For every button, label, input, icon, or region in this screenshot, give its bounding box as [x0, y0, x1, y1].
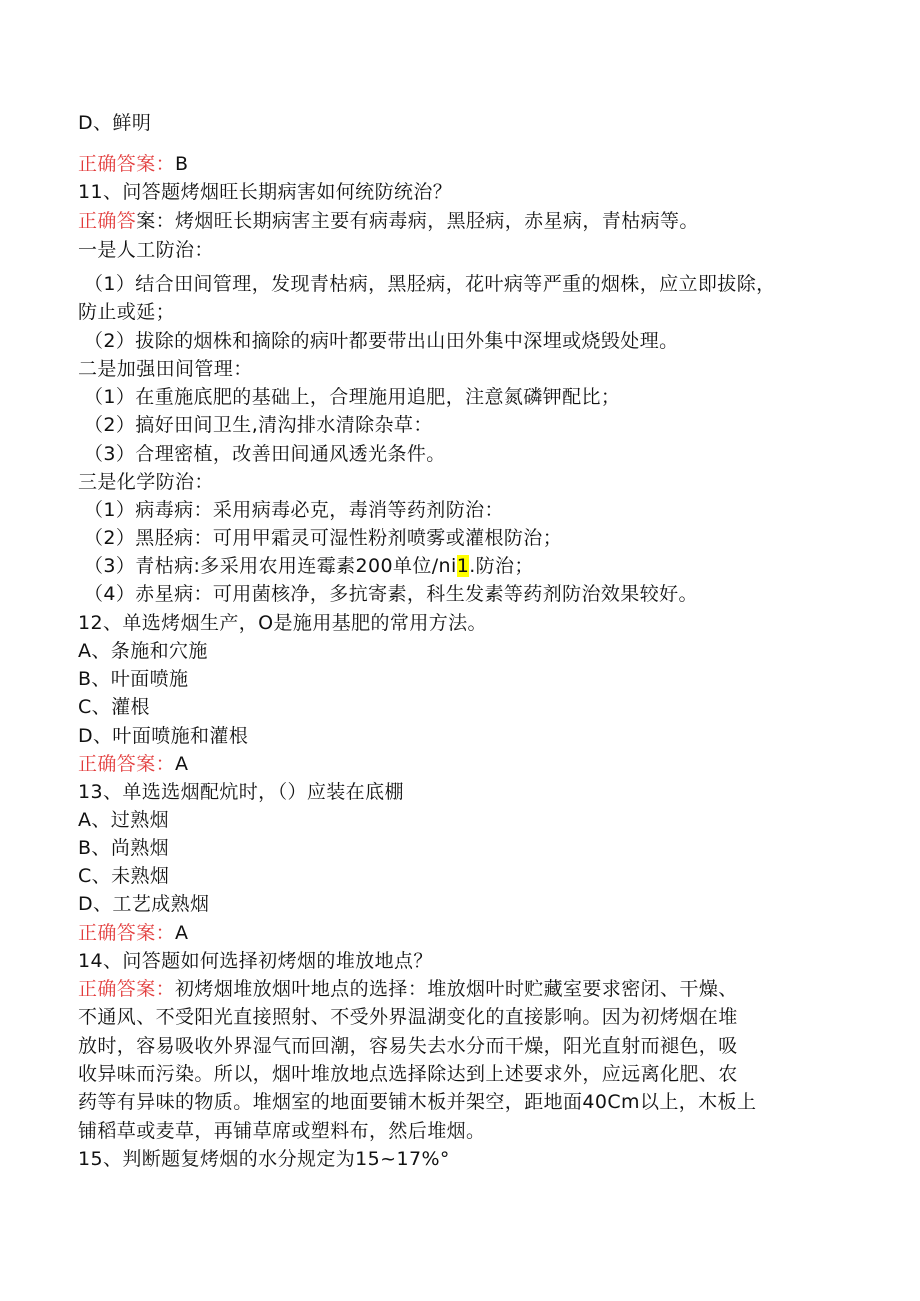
body-line: （2）黑胫病：可用甲霜灵可湿性粉剂喷雾或灌根防治； — [84, 527, 563, 549]
highlighted-text: 1 — [456, 555, 470, 577]
body-line: （3）青枯病:多采用农用连霉素200单位/ni1.防治； — [84, 555, 534, 577]
body-line: （1）结合田间管理，发现青枯病，黑胫病，花叶病等严重的烟株，应立即拔除， — [84, 273, 776, 295]
option-b: B、叶面喷施 — [78, 668, 189, 690]
option-d: D、工艺成熟烟 — [78, 893, 210, 915]
answer-label: 正确答案： — [78, 978, 176, 1000]
answer-label: 正确答案： — [78, 153, 176, 175]
body-line: 不通风、不受阳光直接照射、不受外界温湖变化的直接影响。因为初烤烟在堆 — [78, 1006, 738, 1028]
answer-label: 正确答 — [78, 210, 137, 232]
option-d: D、鲜明 — [78, 112, 152, 134]
question-14: 14、问答题如何选择初烤烟的堆放地点？ — [78, 950, 433, 972]
section-heading: 二是加强田间管理： — [78, 358, 253, 380]
question-15: 15、判断题复烤烟的水分规定为15~17%° — [78, 1148, 450, 1170]
answer-line: 正确答案：A — [78, 753, 189, 775]
body-line: 放时，容易吸收外界湿气而回潮，容易失去水分而干燥，阳光直射而褪色，吸 — [78, 1035, 738, 1057]
option-d: D、叶面喷施和灌根 — [78, 725, 249, 747]
body-line: 药等有异味的物质。堆烟室的地面要铺木板并架空，距地面40Cm以上，木板上 — [78, 1091, 757, 1113]
body-line: （2）拔除的烟株和摘除的病叶都要带出山田外集中深埋或烧毁处理。 — [84, 330, 679, 352]
body-line: （1）在重施底肥的基础上，合理施用追肥，注意氮磷钾配比； — [84, 386, 621, 408]
option-a: A、过熟烟 — [78, 809, 169, 831]
option-b: B、尚熟烟 — [78, 837, 170, 859]
answer-label: 正确答案： — [78, 922, 176, 944]
body-line: （3）合理密植，改善田间通风透光条件。 — [84, 443, 446, 465]
question-13: 13、单选选烟配炕时，（）应装在底棚 — [78, 781, 404, 803]
body-line: 收异味而污染。所以，烟叶堆放地点选择除达到上述要求外，应远离化肥、农 — [78, 1063, 738, 1085]
answer-label: 正确答案： — [78, 753, 176, 775]
option-c: C、未熟烟 — [78, 865, 170, 887]
body-line: 防止或延； — [78, 301, 176, 323]
option-a: A、条施和穴施 — [78, 640, 208, 662]
answer-line: 正确答案：初烤烟堆放烟叶地点的选择：堆放烟叶时贮藏室要求密闭、干燥、 — [78, 978, 738, 1000]
option-c: C、灌根 — [78, 696, 150, 718]
section-heading: 三是化学防治： — [78, 471, 214, 493]
answer-line: 正确答案：烤烟旺长期病害主要有病毒病，黑胫病，赤星病，青枯病等。 — [78, 210, 699, 232]
question-12: 12、单选烤烟生产，O是施用基肥的常用方法。 — [78, 612, 487, 634]
question-11: 11、问答题烤烟旺长期病害如何统防统治？ — [78, 181, 453, 203]
body-line: （1）病毒病：采用病毒必克，毒消等药剂防治： — [84, 499, 504, 521]
section-heading: 一是人工防治： — [78, 239, 214, 261]
body-line: （4）赤星病：可用菌核净，多抗寄素，科生发素等药剂防治效果较好。 — [84, 583, 698, 605]
answer-line: 正确答案：A — [78, 922, 189, 944]
answer-line: 正确答案：B — [78, 153, 189, 175]
body-line: （2）搞好田间卫生,清沟排水清除杂草： — [84, 414, 433, 436]
body-line: 铺稻草或麦草，再铺草席或塑料布，然后堆烟。 — [78, 1120, 486, 1142]
